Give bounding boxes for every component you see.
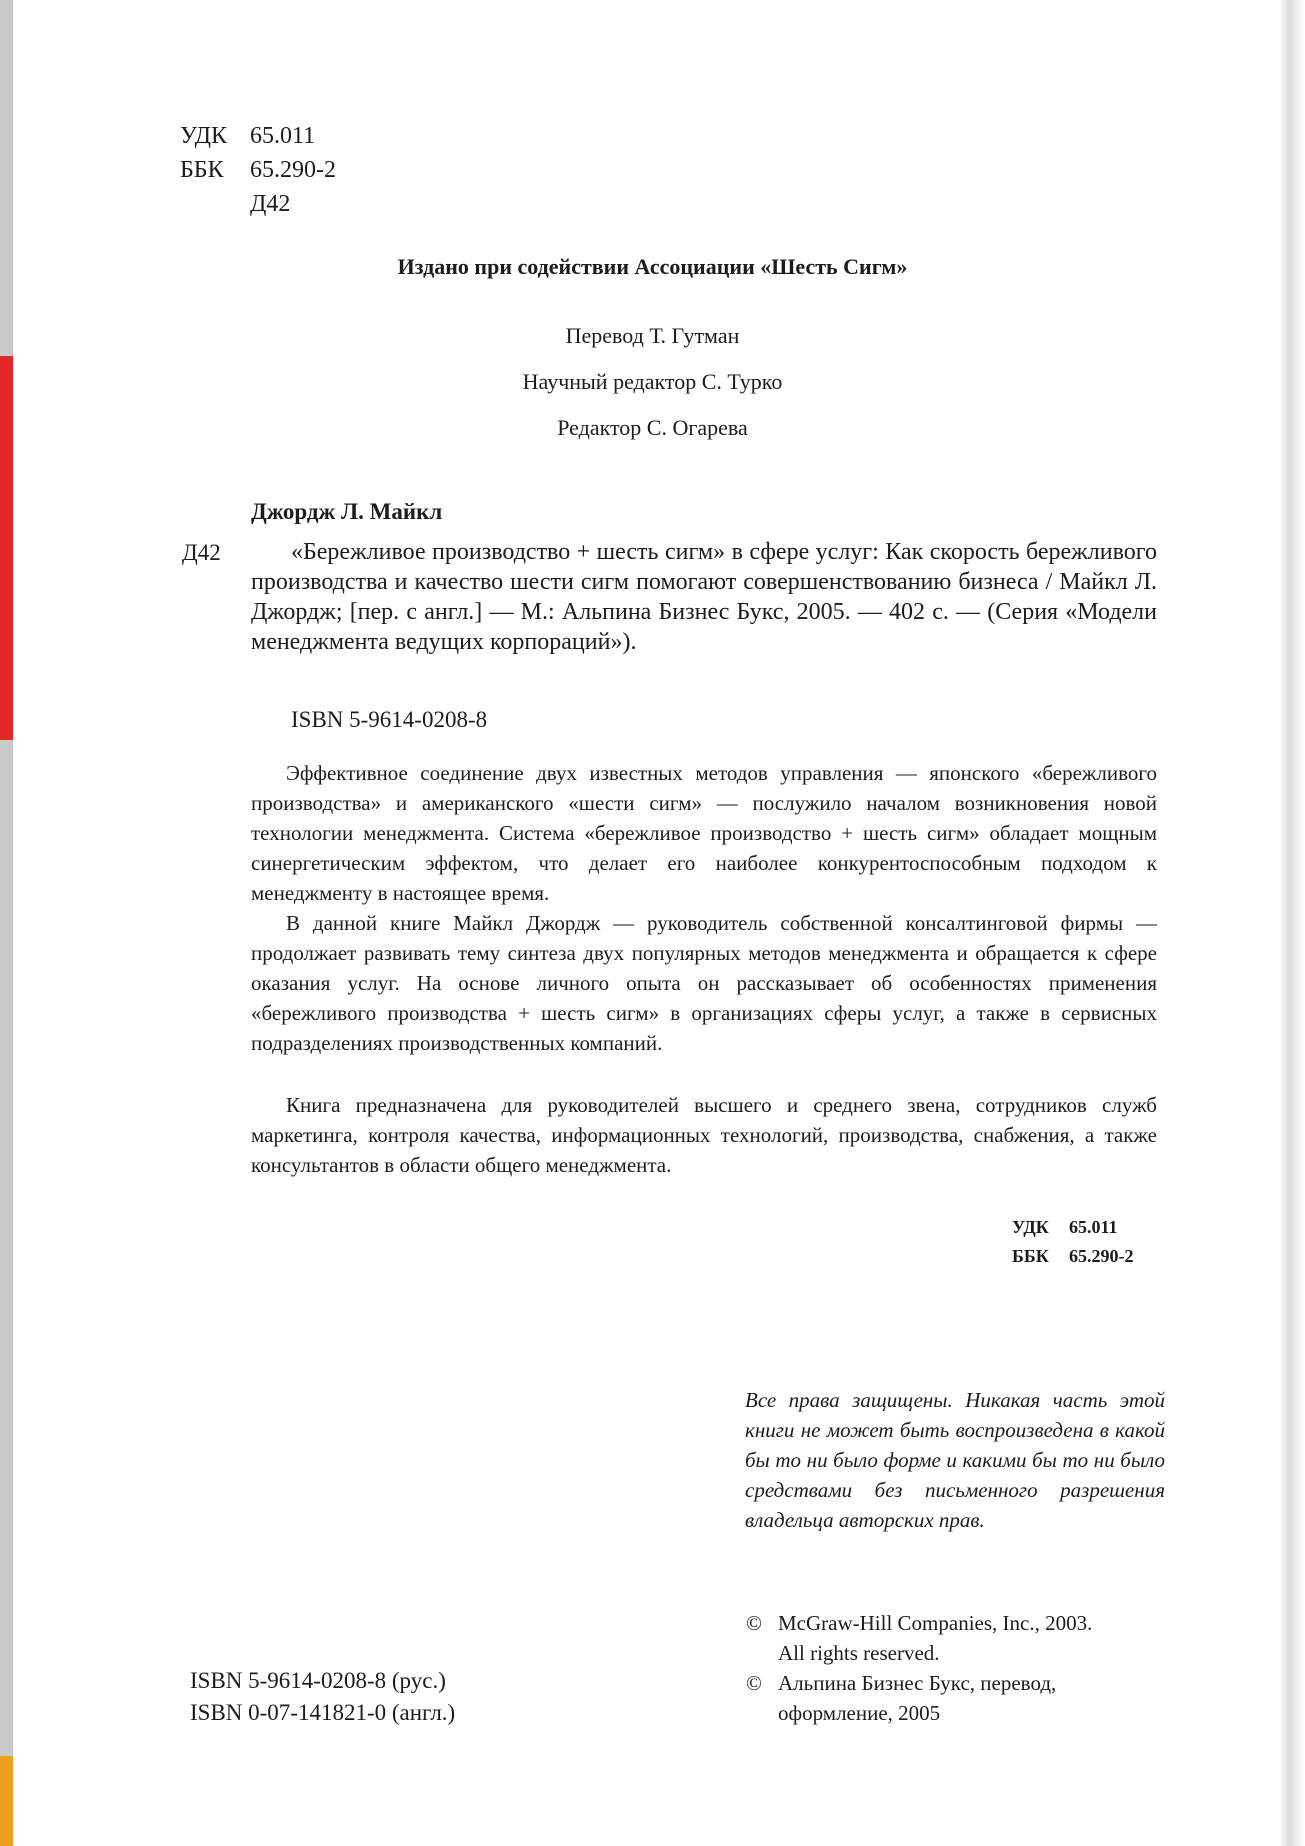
footer-udk-label: УДК (1012, 1217, 1049, 1237)
sponsor-line: Издано при содействии Ассоциации «Шесть Сигм» (397, 254, 908, 279)
red-edge-tab (0, 356, 13, 740)
bbk-value: 65.290-2 (250, 157, 336, 183)
udk-value: 65.011 (250, 123, 316, 149)
catalog-index: Д42 (182, 540, 221, 565)
copyright-line-2: All rights reserved. (778, 1641, 940, 1665)
isbn-english: ISBN 0-07-141821-0 (англ.) (190, 1700, 456, 1725)
footer-bbk-label: ББК (1012, 1246, 1049, 1266)
isbn-russian: ISBN 5-9614-0208-8 (рус.) (190, 1668, 446, 1693)
footer-bbk-value: 65.290-2 (1069, 1246, 1134, 1266)
copyright-line-4: оформление, 2005 (778, 1701, 941, 1725)
catalog-description: «Бережливое производство + шесть сигм» в сфере услуг: Как скорость бережливого производства и качество шести сигм помогают совершенствованию бизнеса / Майкл Л. Джордж; [пер. с англ.] — М.: Альпина Бизнес Букс, 2005. — 402 с. — (Серия «Модели менеджмента ведущих корпораций»). (251, 539, 1157, 655)
annotation-paragraph-1: Эффективное соединение двух известных методов управления — японского «бережливого производства» и американского «шести сигм» — послужило началом возникновения новой технологии менеджмента. Система «бережливое производство + шесть сигм» обладает мощным синергетическим эффектом, что делает его наиболее конкурентоспособным подходом к менеджменту в настоящее время. (251, 761, 1157, 905)
annotation-paragraph-2: В данной книге Майкл Джордж — руководитель собственной консалтинговой фирмы — продолжает развивать тему синтеза двух популярных методов менеджмента и обращается к сфере оказания услуг. На основе личного опыта он рассказывает об особенностях применения «бережливого производства + шесть сигм» в организациях сферы услуг, а также в сервисных подразделениях производственных компаний. (251, 911, 1157, 1055)
translator-credit: Перевод Т. Гутман (565, 323, 740, 348)
copyright-symbol-2: © (746, 1671, 762, 1695)
orange-edge-tab (0, 1756, 13, 1846)
footer-codes (1012, 1213, 1172, 1273)
copyright-line-1: McGraw-Hill Companies, Inc., 2003. (778, 1611, 1093, 1635)
rights-notice: Все права защищены. Никакая часть этой книги не может быть воспроизведена в какой бы то ни было форме и какими бы то ни было средствами без письменного разрешения владельца авторских прав. (745, 1388, 1165, 1532)
udk-label: УДК (180, 123, 227, 149)
editor-credit: Редактор С. Огарева (557, 415, 748, 440)
copyright-block (746, 1608, 1166, 1733)
annotation-paragraph-3: Книга предназначена для руководителей высшего и среднего звена, сотрудников служб маркетинга, контроля качества, информационных технологий, производства, снабжения, а также консультантов в области общего менеджмента. (251, 1093, 1157, 1177)
author-mark: Д42 (250, 191, 291, 217)
science-editor-credit: Научный редактор С. Турко (522, 369, 783, 394)
catalog-author: Джордж Л. Майкл (251, 499, 443, 524)
copyright-line-3: Альпина Бизнес Букс, перевод, (778, 1671, 1057, 1695)
bbk-label: ББК (180, 157, 224, 183)
copyright-symbol: © (746, 1611, 762, 1635)
catalog-isbn: ISBN 5-9614-0208-8 (291, 707, 488, 732)
footer-udk-value: 65.011 (1069, 1217, 1118, 1237)
header-codes (180, 119, 400, 224)
